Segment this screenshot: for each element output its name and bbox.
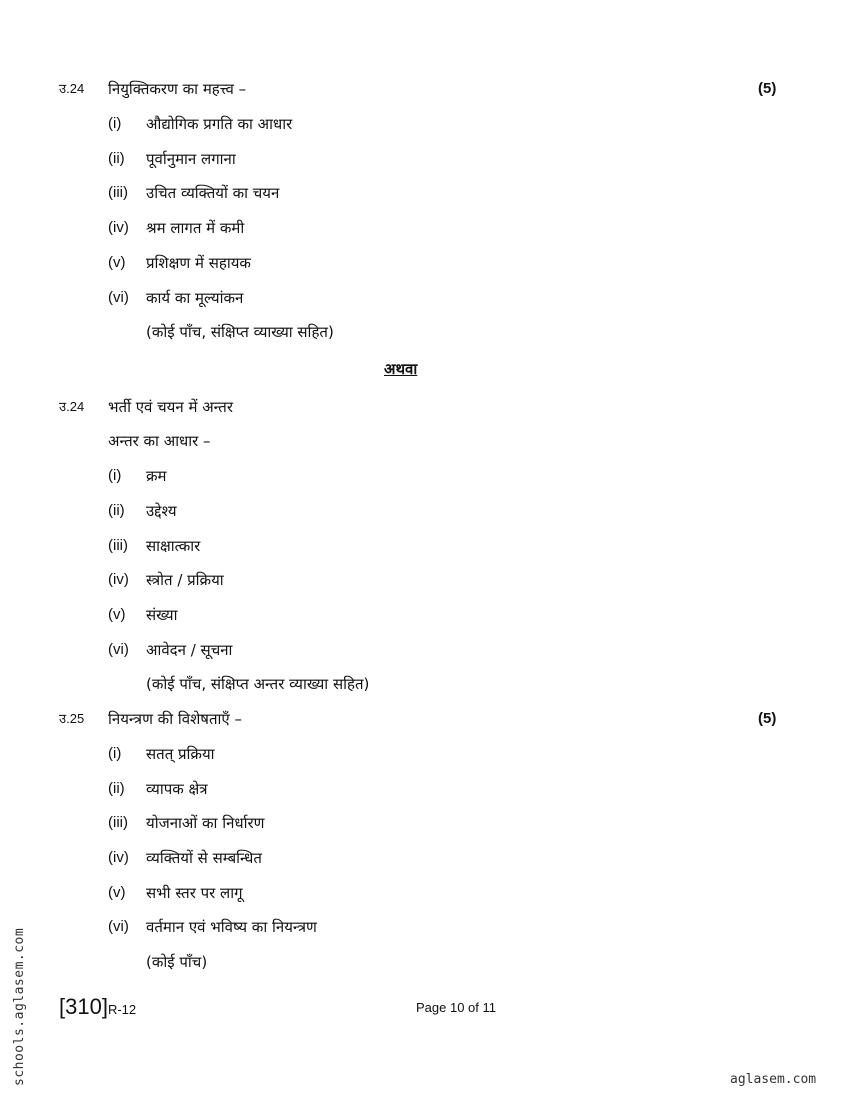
paper-code-suffix: R-12	[107, 1002, 137, 1017]
point-text: सतत् प्रक्रिया	[146, 745, 215, 763]
answer-note: (कोई पाँच, संक्षिप्त व्याख्या सहित)	[146, 323, 334, 341]
point-roman: (v)	[108, 606, 126, 623]
point-roman: (vi)	[108, 641, 129, 658]
or-heading: अथवा	[384, 360, 418, 378]
question-marks: (5)	[758, 710, 777, 727]
question-marks: (5)	[758, 80, 777, 97]
point-text: कार्य का मूल्यांकन	[146, 289, 244, 307]
point-text: साक्षात्कार	[146, 537, 201, 555]
point-roman: (vi)	[108, 289, 129, 306]
point-roman: (ii)	[108, 150, 125, 167]
page-number: Page 10 of 11	[416, 1000, 496, 1015]
point-roman: (iii)	[108, 814, 128, 831]
question-title: नियुक्तिकरण का महत्त्व –	[108, 80, 247, 98]
point-text: व्यक्तियों से सम्बन्धित	[146, 849, 262, 867]
point-text: संख्या	[146, 606, 178, 624]
answer-note: (कोई पाँच)	[146, 953, 208, 971]
point-roman: (i)	[108, 467, 122, 484]
point-roman: (iv)	[108, 849, 129, 866]
question-subtitle: अन्तर का आधार –	[108, 432, 211, 450]
point-text: उद्देश्य	[146, 502, 177, 520]
point-roman: (iv)	[108, 219, 129, 236]
point-roman: (v)	[108, 254, 126, 271]
point-roman: (v)	[108, 884, 126, 901]
question-number: उ.25	[59, 711, 85, 726]
point-text: आवेदन / सूचना	[146, 641, 233, 659]
side-watermark: schools.aglasem.com	[12, 927, 27, 1086]
point-text: श्रम लागत में कमी	[146, 219, 245, 237]
point-text: पूर्वानुमान लगाना	[146, 150, 236, 168]
point-roman: (vi)	[108, 918, 129, 935]
paper-code-number: [310]	[59, 994, 108, 1019]
point-roman: (iii)	[108, 184, 128, 201]
question-number: उ.24	[59, 399, 85, 414]
point-roman: (i)	[108, 115, 122, 132]
question-title: नियन्त्रण की विशेषताएँ –	[108, 710, 242, 728]
point-roman: (ii)	[108, 780, 125, 797]
paper-code	[59, 994, 136, 1023]
point-roman: (iii)	[108, 537, 128, 554]
point-text: प्रशिक्षण में सहायक	[146, 254, 251, 272]
point-text: वर्तमान एवं भविष्य का नियन्त्रण	[146, 918, 317, 936]
question-number: उ.24	[59, 81, 85, 96]
point-text: क्रम	[146, 467, 167, 485]
point-text: औद्योगिक प्रगति का आधार	[146, 115, 293, 133]
point-text: उचित व्यक्तियों का चयन	[146, 184, 280, 202]
bottom-watermark: aglasem.com	[730, 1072, 817, 1087]
point-text: स्त्रोत / प्रक्रिया	[146, 571, 224, 589]
question-title: भर्ती एवं चयन में अन्तर	[108, 398, 233, 416]
point-text: व्यापक क्षेत्र	[146, 780, 208, 798]
answer-note: (कोई पाँच, संक्षिप्त अन्तर व्याख्या सहित)	[146, 675, 370, 693]
point-roman: (iv)	[108, 571, 129, 588]
point-roman: (ii)	[108, 502, 125, 519]
point-text: योजनाओं का निर्धारण	[146, 814, 265, 832]
point-text: सभी स्तर पर लागू	[146, 884, 243, 902]
point-roman: (i)	[108, 745, 122, 762]
